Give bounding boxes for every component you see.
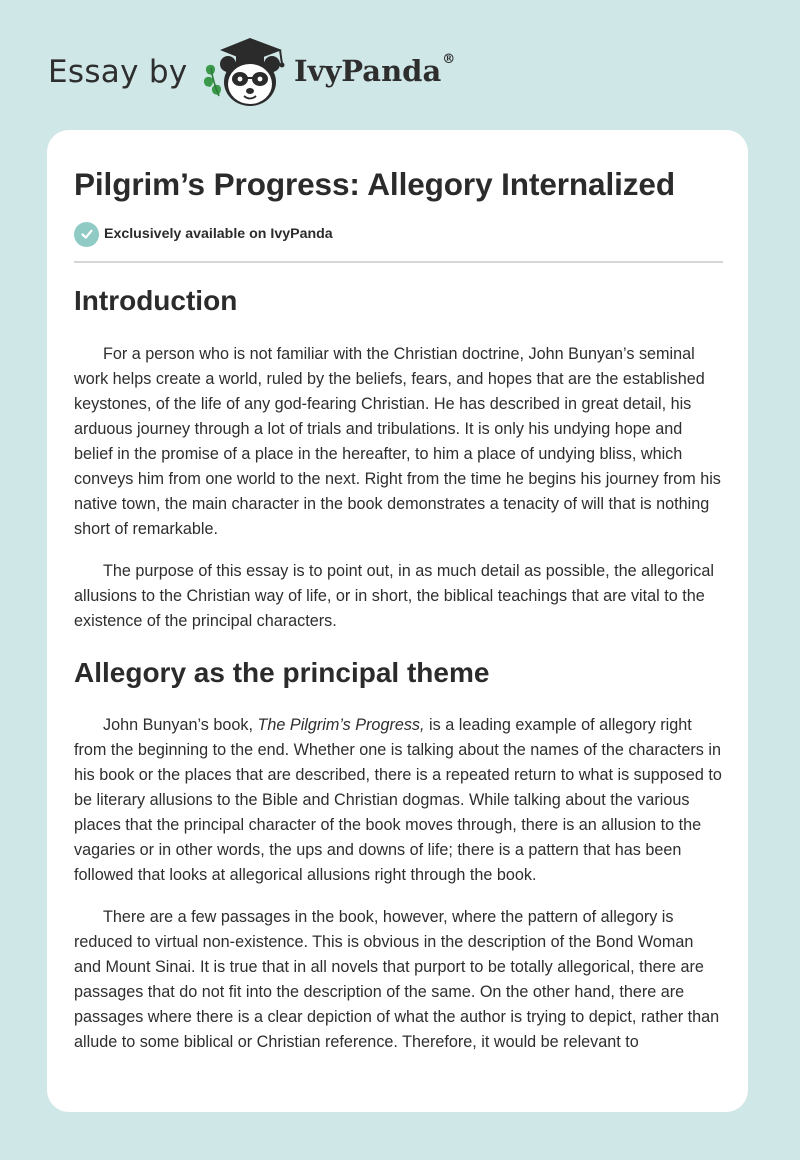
paragraph-text: John Bunyan’s book, [103, 716, 258, 734]
exclusive-badge-text: Exclusively available on IvyPanda [104, 226, 333, 242]
paragraph-text: is a leading example of allegory right from the beginning to the end. Whether one is talking about the names of the characters in his book or the places that are described, there is a repeated return to what is supposed to be literary allusions to the Bible and Christian dogmas. While talking about the various places that the principal character of the book moves through, there is an allusion to the vagaries or in other words, the ups and downs of life; there is a pattern that has been followed that looks at allegorical allusions right through the book. [74, 716, 722, 884]
essay-by-label: Essay by [48, 54, 188, 90]
paragraph: There are a few passages in the book, however, where the pattern of allegory is reduced to virtual non-existence. This is obvious in the description of the Bond Woman and Mount Sinai. It is true that in all novels that purport to be totally allegorical, there are passages that do not fit into the description of the same. On the other hand, there are passages where there is a clear depiction of what the author is trying to depict, rather than allude to some biblical or Christian reference. Therefore, it would be relevant to [74, 908, 720, 1051]
brand-name [294, 54, 455, 88]
brand-text: IvyPanda [294, 54, 442, 88]
essay-card [47, 130, 748, 1112]
divider [74, 261, 723, 263]
paragraph: The purpose of this essay is to point out, in as much detail as possible, the allegorical allusions to the Christian way of life, or in short, the biblical teachings that are vital to the existence of the principal characters. [74, 562, 714, 630]
registered-mark: ® [442, 52, 456, 67]
essay-body [74, 280, 723, 1055]
paragraph: For a person who is not familiar with the Christian doctrine, John Bunyan’s seminal work helps create a world, ruled by the beliefs, fears, and hopes that are the established keystones, of the life of any god-fearing Christian. He has described in great detail, his arduous journey through a lot of trials and tribulations. It is only his undying hope and belief in the promise of a place in the hereafter, to him a place of undying bliss, which conveys him from one world to the next. Right from the time he begins his journey from his native town, the main character in the book demonstrates a tenacity of will that is nothing short of remarkable. [74, 345, 721, 538]
exclusive-badge [74, 220, 333, 248]
paragraph [74, 713, 723, 888]
site-header [48, 32, 548, 112]
checkmark-icon [74, 222, 99, 247]
section-heading-allegory: Allegory as the principal theme [74, 657, 490, 688]
ivypanda-logo-icon [202, 34, 292, 110]
essay-title: Pilgrim’s Progress: Allegory Internalized [74, 166, 675, 202]
section-heading-introduction: Introduction [74, 285, 238, 316]
book-title-italic: The Pilgrim’s Progress, [257, 716, 425, 734]
